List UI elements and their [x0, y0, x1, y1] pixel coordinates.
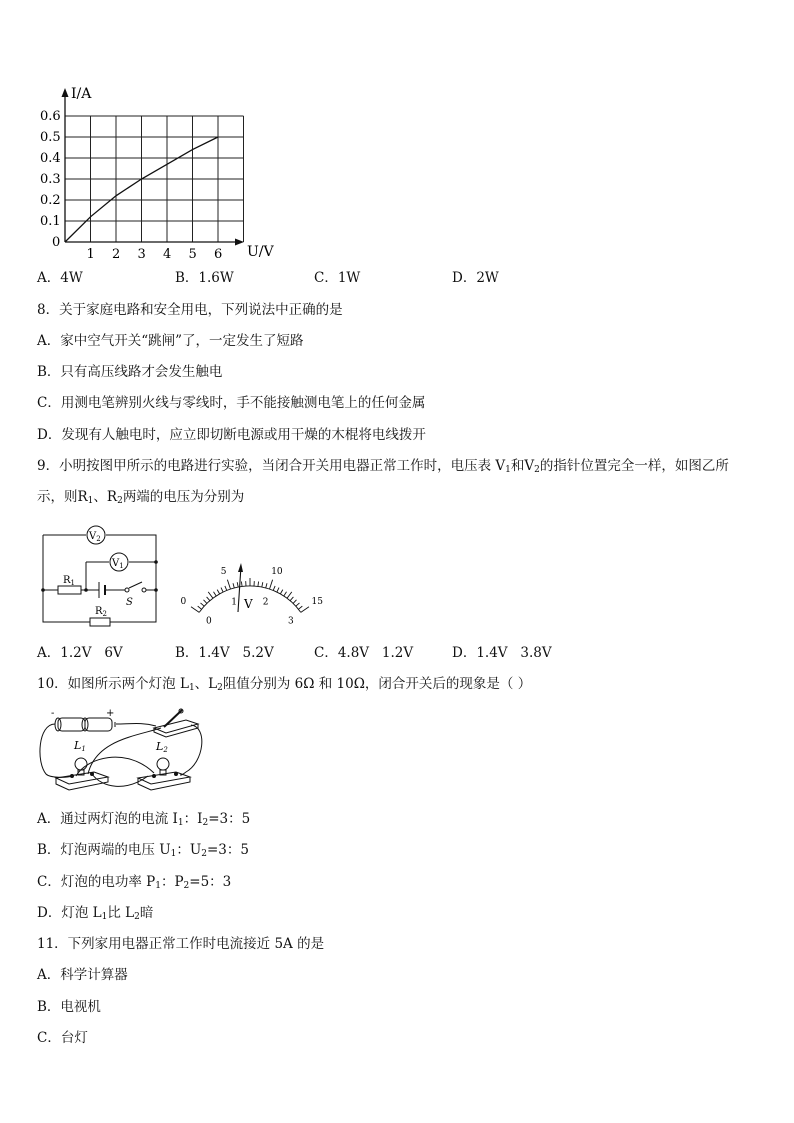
y-tick-label: 0.2 — [40, 193, 61, 208]
q9-option-a: A．1.2V 6V — [37, 645, 123, 661]
dial-tick — [214, 592, 217, 596]
dial-tick — [280, 590, 282, 594]
dial-tick — [217, 590, 219, 594]
q8-option-a: A．家中空气开关“跳闸”了，一定发生了短路 — [37, 333, 304, 349]
q11-stem: 11．下列家用电器正常工作时电流接近 5A 的是 — [37, 936, 325, 952]
q8-option-d: D．发现有人触电时，应立即切断电源或用干燥的木棍将电线拨开 — [37, 427, 426, 443]
dial-tick — [233, 583, 234, 588]
y-tick-label: 0.1 — [40, 214, 61, 229]
y-tick-label: 0.5 — [40, 130, 61, 145]
dial-tick — [225, 586, 227, 591]
x-axis-arrow — [235, 239, 244, 246]
svg-text:L2: L2 — [156, 740, 168, 754]
dial-tick — [293, 600, 296, 604]
y-axis-label: I/A — [71, 86, 92, 102]
dial-tick — [191, 607, 199, 613]
x-tick-label: 2 — [112, 247, 121, 262]
x-tick-label: 6 — [214, 247, 223, 262]
dial-tick — [277, 588, 279, 593]
x-tick-label: 5 — [188, 247, 197, 262]
dial-tick — [198, 606, 202, 609]
iu-graph — [30, 80, 290, 260]
q9-stem-line2: 示，则$R_1$、$R_2$两端的电压为分别为 — [37, 489, 245, 506]
q10-option-c: C．灯泡的电功率 $P_1$：$P_2=5$：3 — [37, 874, 232, 891]
dial-tick — [287, 592, 292, 598]
dial-tick — [221, 588, 223, 593]
x-tick-label: 1 — [86, 247, 95, 262]
q9-circuit-diagram — [38, 525, 163, 630]
voltmeter-unit: V — [244, 597, 253, 611]
y-tick-label: 0.4 — [40, 151, 61, 166]
y-tick-label: 0.6 — [40, 109, 61, 124]
svg-text:+: + — [106, 708, 115, 719]
dial-tick — [290, 597, 293, 601]
q11-option-a: A．科学计算器 — [37, 967, 128, 983]
q10-option-d: D．灯泡 $L_1$比 $L_2$暗 — [37, 905, 154, 922]
x-axis-label: U/V — [247, 244, 274, 260]
dial-tick — [201, 603, 205, 606]
dial-inner-label: 3 — [288, 616, 294, 627]
dial-tick — [270, 580, 273, 589]
svg-text:R1: $R_1$ — [63, 575, 75, 587]
dial-tick — [241, 582, 242, 587]
dial-inner-label: 1 — [231, 597, 238, 608]
dial-tick — [227, 580, 230, 589]
q11-option-b: B．电视机 — [37, 999, 101, 1015]
y-tick-label: 0.3 — [40, 172, 61, 187]
dial-tick — [262, 582, 263, 587]
q8-stem: 8．关于家庭电路和安全用电，下列说法中正确的是 — [37, 302, 343, 318]
q7-option-c: C．1W — [314, 270, 361, 286]
q9-option-b: B．1.4V 5.2V — [175, 645, 274, 661]
q10-stem: 10．如图所示两个灯泡 $L_1$、$L_2$阻值分别为 6Ω 和 10Ω，闭合开关后的现象是（ ） — [37, 676, 532, 693]
x-tick-label: 4 — [163, 247, 172, 262]
dial-inner-label: 0 — [206, 616, 212, 627]
dial-tick — [258, 582, 259, 587]
dial-inner-label: 2 — [262, 597, 269, 608]
q10-circuit-picture — [36, 702, 206, 802]
q7-option-b: B．1.6W — [175, 270, 234, 286]
svg-text:R2: $R_2$ — [95, 606, 107, 618]
svg-text:S: S — [126, 597, 133, 608]
svg-text:V2: $V_2$ — [89, 531, 101, 543]
dial-outer-label: 0 — [180, 597, 187, 608]
dial-tick — [266, 583, 267, 588]
q9-option-d: D．1.4V 3.8V — [452, 645, 552, 661]
q9-option-c: C．4.8V 1.2V — [314, 645, 414, 661]
y-axis-arrow — [62, 88, 69, 97]
q9-stem-line1: 9．小明按图甲所示的电路进行实验，当闭合开关用电器正常工作时，电压表 $V_1$和$V_2$的指针位置完全一样，如图乙所 — [37, 458, 729, 475]
x-tick-label: 3 — [137, 247, 146, 262]
q10-option-b: B．灯泡两端的电压 $U_1$：$U_2=3$：5 — [37, 842, 249, 859]
dial-outer-label: 5 — [220, 567, 227, 578]
voltmeter-needle — [238, 566, 241, 612]
dial-outer-label: 15 — [311, 597, 323, 608]
dial-tick — [301, 607, 309, 613]
dial-tick — [298, 606, 302, 609]
dial-tick — [284, 592, 287, 596]
dial-tick — [296, 603, 300, 606]
origin-label: 0 — [52, 235, 61, 250]
svg-text:L1: L1 — [74, 739, 86, 753]
q10-option-a: A．通过两灯泡的电流 $I_1$：$I_2=3$：5 — [37, 811, 251, 828]
q9-voltmeter-dial — [170, 530, 330, 627]
dial-outer-label: 10 — [271, 567, 283, 578]
dial-tick — [208, 592, 213, 598]
dial-tick — [273, 586, 275, 591]
svg-text:-: - — [51, 708, 55, 719]
q11-option-c: C．台灯 — [37, 1030, 88, 1046]
q7-option-a: A．4W — [37, 270, 83, 286]
dial-tick — [237, 582, 238, 587]
svg-text:V1: $V_1$ — [112, 558, 124, 570]
dial-tick — [207, 597, 210, 601]
dial-tick — [204, 600, 207, 604]
q7-option-d: D．2W — [452, 270, 499, 286]
q8-option-b: B．只有高压线路才会发生触电 — [37, 364, 223, 380]
q8-option-c: C．用测电笔辨别火线与零线时，手不能接触测电笔上的任何金属 — [37, 395, 426, 411]
